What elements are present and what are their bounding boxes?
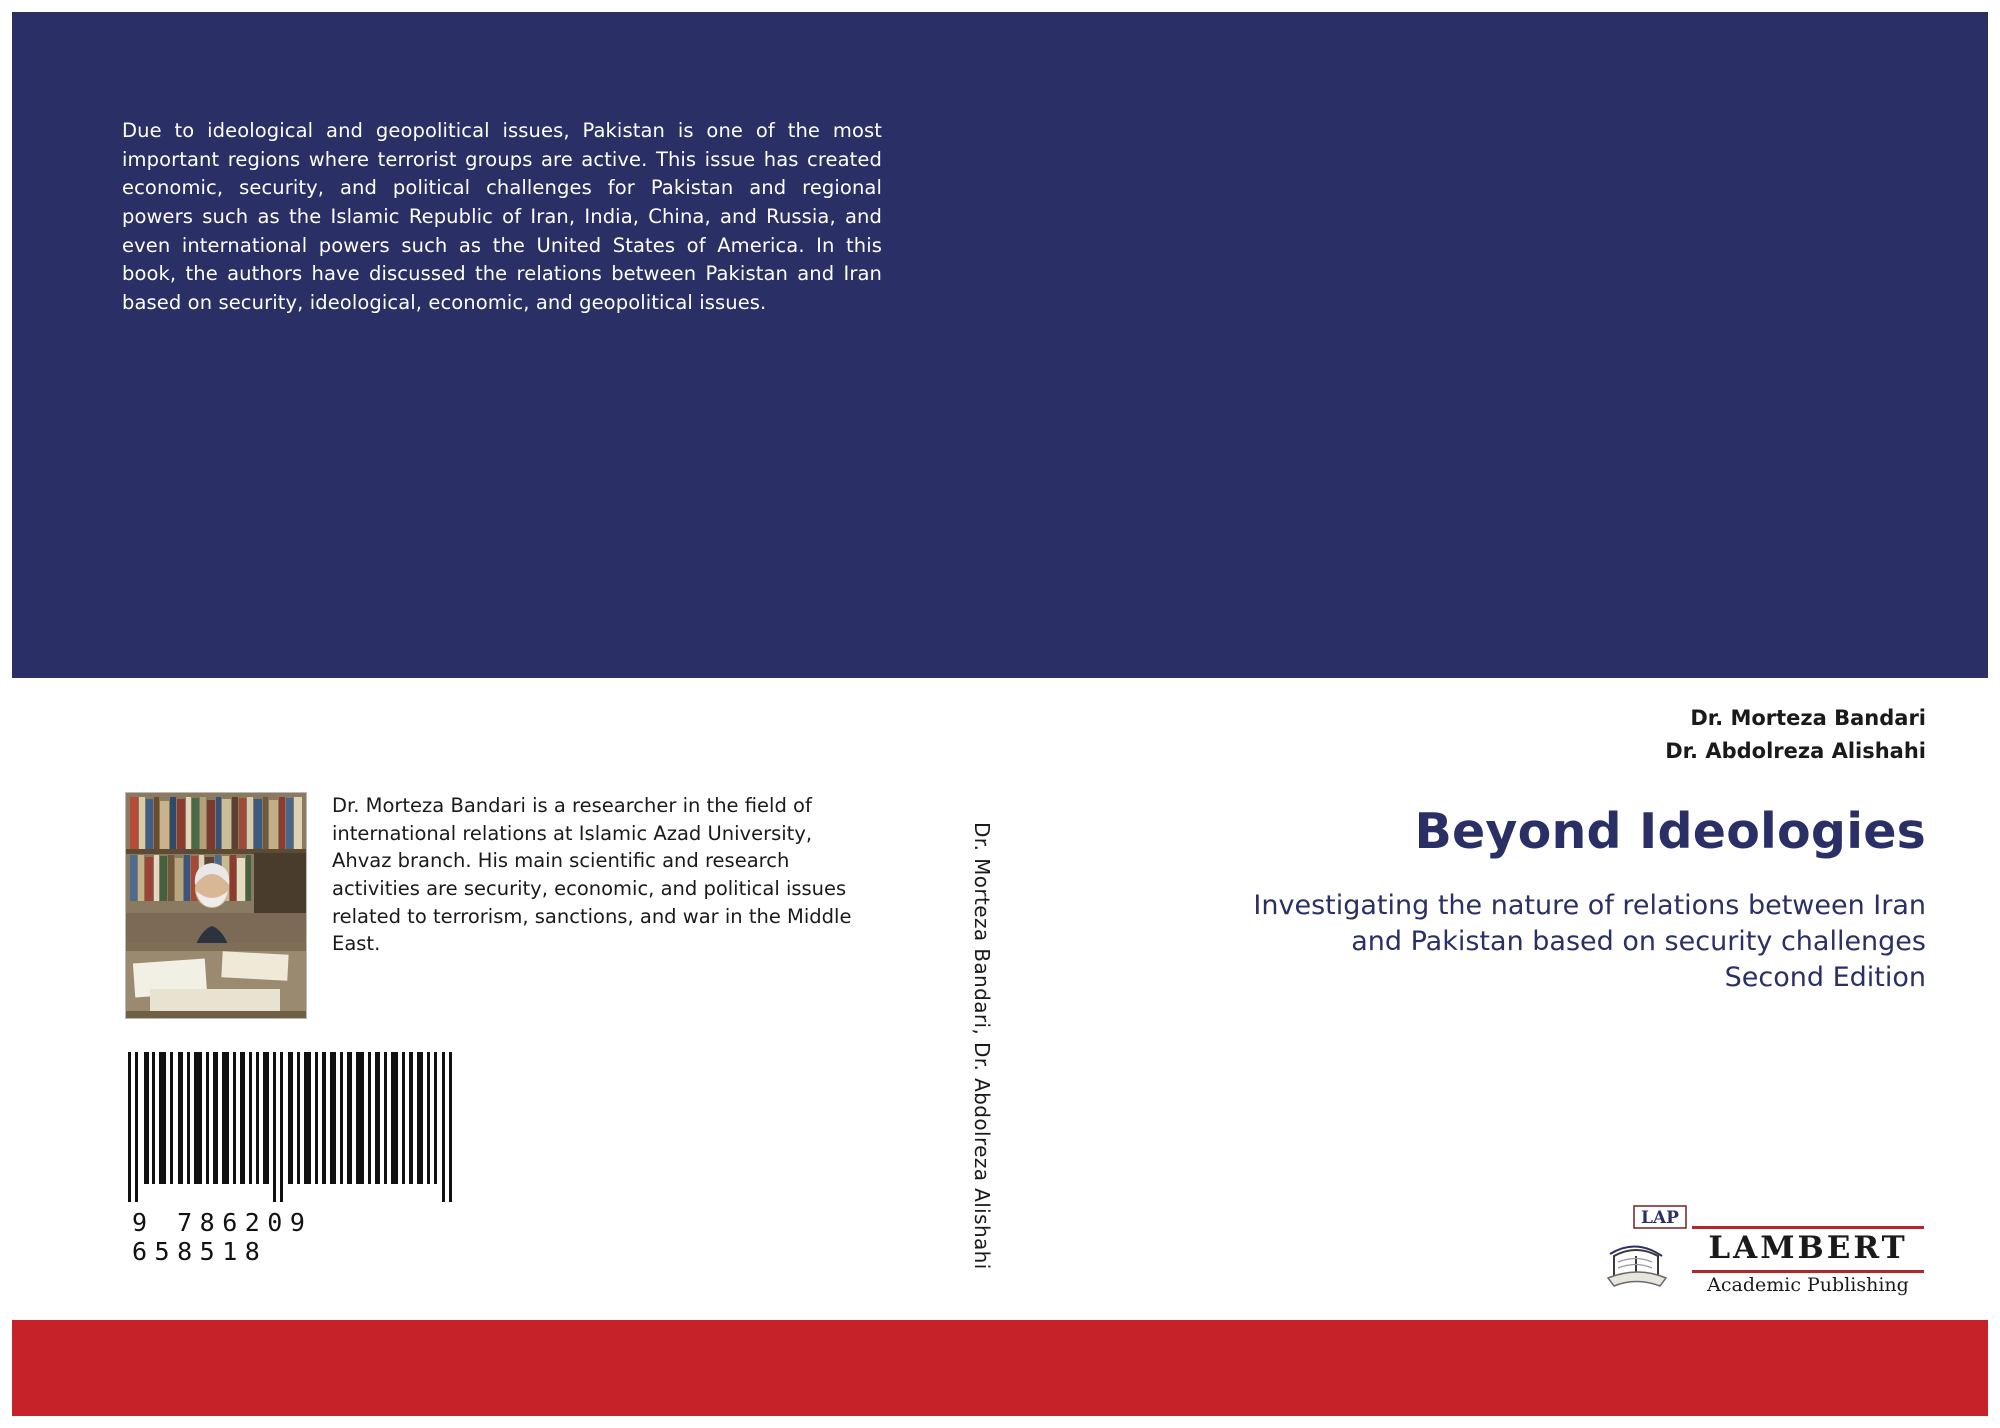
subtitle-line-1: Investigating the nature of relations between Iran	[1253, 890, 1926, 921]
barcode	[124, 1052, 464, 1266]
subtitle-line-2: and Pakistan based on security challenges	[1351, 926, 1926, 958]
back-cover-blurb: Due to ideological and geopolitical issues, Pakistan is one of the most important regions where terrorist groups are active. This issue has created economic, security, and political challenges for Pakistan and regional powers such as the Islamic Republic of Iran, India, China, and Russia, and even international powers such as the United States of America. In this book, the authors have discussed the relations between Pakistan and Iran based on security, ideological, economic, and geopolitical issues.	[122, 119, 882, 314]
author-photo	[125, 792, 307, 1019]
svg-text:LAP: LAP	[1641, 1208, 1679, 1228]
author-photo-image	[126, 793, 306, 1018]
lambert-logo-icon	[1596, 1204, 1926, 1298]
front-cover-authors	[1665, 702, 1926, 767]
back-cover-blue-band	[12, 12, 1988, 678]
cover-inner	[12, 12, 1988, 1416]
front-author-1: Dr. Morteza Bandari	[1690, 706, 1926, 730]
publisher-logo	[1596, 1204, 1926, 1298]
svg-text:Academic Publishing: Academic Publishing	[1707, 1274, 1909, 1296]
barcode-bars	[124, 1052, 464, 1202]
front-cover	[1022, 678, 1988, 1320]
spine	[964, 822, 1004, 1282]
front-cover-subtitle	[1126, 888, 1926, 997]
front-cover-title: Beyond Ideologies	[1414, 803, 1926, 860]
author-bio: Dr. Morteza Bandari is a researcher in the field of international relations at Islamic Azad University, Ahvaz branch. His main scientific and research activities are security, economic, and political issues related to terrorism, sanctions, and war in the Middle East.	[332, 794, 852, 956]
subtitle-line-3: Second Edition	[1724, 962, 1926, 994]
svg-text:LAMBERT: LAMBERT	[1708, 1230, 1908, 1266]
front-author-2: Dr. Abdolreza Alishahi	[1665, 738, 1926, 763]
bottom-red-band	[12, 1320, 1988, 1416]
barcode-digits: 9 786209 658518	[132, 1208, 313, 1266]
spine-author-text: Dr. Morteza Bandari, Dr. Abdolreza Alishahi	[970, 822, 994, 1270]
